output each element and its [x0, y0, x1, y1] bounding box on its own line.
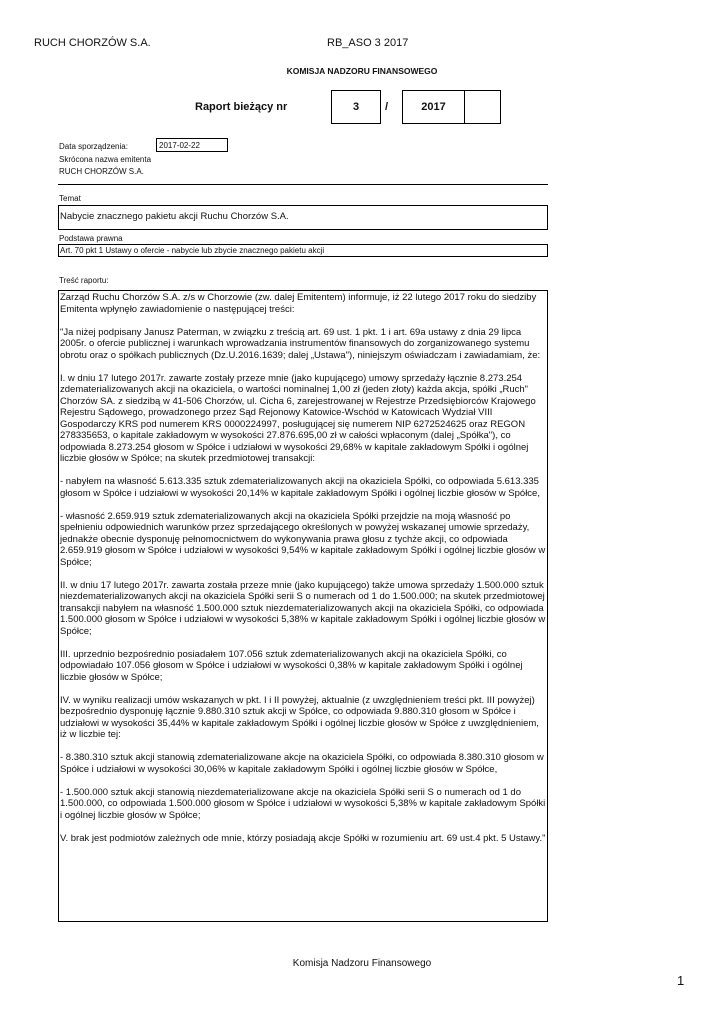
report-number-cell [331, 90, 381, 124]
paragraph: "Ja niżej podpisany Janusz Paterman, w związku z treścią art. 69 ust. 1 pkt. 1 i art. 69a ustawy z dnia 29 lipca 2005r. o ofercie publicznej i warunkach wprowadzania instrumentów finansowych do zorganizowanego systemu obrotu oraz o spółkach publicznych (Dz.U.2016.1639; dalej „Ustawa"), niniejszym oświadczam i zawiadamiam, że: [60, 326, 541, 361]
report-label: Raport bieżący nr [195, 101, 288, 113]
report-extra-cell [464, 90, 501, 124]
footer-text: Komisja Nadzoru Finansowego [292, 958, 432, 969]
header-report-code: RB_ASO 3 2017 [327, 37, 409, 49]
date-field [156, 138, 228, 152]
short-name-label: Skrócona nazwa emitenta [59, 155, 152, 164]
paragraph: - nabyłem na własność 5.613.335 sztuk zdematerializowanych akcji na okaziciela Spółki, co odpowiada 5.613.335 głosom w Spółce i udziałowi w wysokości 20,14% w kapitale zakładowym Spółki i ogólnej liczbie głosów w Spółce, [60, 476, 540, 499]
short-name-value: RUCH CHORZÓW S.A. [59, 167, 144, 176]
report-separator: / [385, 101, 389, 113]
report-year: 2017 [421, 101, 446, 113]
page-number: 1 [677, 973, 685, 988]
report-number: 3 [352, 101, 360, 113]
temat-field [58, 205, 548, 230]
paragraph: - 8.380.310 sztuk akcji stanowią zdematerializowane akcje na okaziciela Spółki, co odpowiada 8.380.310 głosom w Spółce i udziałowi w wysokości 30,06% w kapitale zakładowym Spółki i ogólnej liczbie głosów w Spółce, [60, 752, 544, 775]
page-title: KOMISJA NADZORU FINANSOWEGO [286, 66, 438, 76]
temat-value: Nabycie znacznego pakietu akcji Ruchu Chorzów S.A. [60, 211, 289, 222]
date-label: Data sporządzenia: [59, 142, 128, 151]
paragraph: III. uprzednio bezpośrednio posiadałem 107.056 sztuk zdematerializowanych akcji na okaziciela Spółki, co odpowiadało 107.056 głosom w Spółce i udziałowi w wysokości 0,38% w kapitale zakładowym Spółki i ogólnej liczbie głosów w Spółce; [60, 648, 523, 683]
report-body [58, 290, 548, 922]
paragraph: I. w dniu 17 lutego 2017r. zawarte zostały przeze mnie (jako kupującego) umowy sprzedaży łącznie 8.273.254 zdematerializowanych akcji na okaziciela, o wartości nominalnej 1,00 zł (jeden złoty) każda akcja, spółki „Ruch" Chorzów SA. z siedzibą w 41-506 Chorzów, ul. Cicha 6, zarejestrowanej w Rejestrze Przedsiębiorców Krajowego Rejestru Sądowego, prowadzonego przez Sąd Rejonowy Katowice-Wschód w Katowicach Wydział VIII Gospodarczy KRS pod numerem KRS 0000224997, posługującej się numerem NIP 6272524625 oraz REGON 278335653, o kapitale zakładowym w wysokości 27.876.695,00 zł w całości wpłaconym (dalej „Spółka"), co odpowiada 8.273.254 głosom w Spółce i udziałowi w wysokości 29,68% w kapitale zakładowym Spółki i ogólnej liczbie głosów w Spółce; na skutek przedmiotowej transakcji: [60, 372, 536, 464]
header-company: RUCH CHORZÓW S.A. [34, 37, 151, 49]
paragraph: V. brak jest podmiotów zależnych ode mnie, którzy posiadają akcje Spółki w rozumieniu art. 69 ust.4 pkt. 5 Ustawy." [60, 832, 546, 844]
podstawa-value: Art. 70 pkt 1 Ustawy o ofercie - nabycie lub zbycie znacznego pakietu akcji [60, 246, 325, 255]
paragraph: IV. w wyniku realizacji umów wskazanych w pkt. I i II powyżej, aktualnie (z uwzględnieniem treści pkt. III powyżej) bezpośrednio dysponuję łącznie 9.880.310 sztuk akcji w Spółce, co odpowiada 9.880.310 głosom w Spółce i udziałowi w wysokości 35,44% w kapitale zakładowym Spółki i ogólnej liczbie głosów w Spółce z uwzględnieniem, iż w liczbie tej: [60, 694, 539, 740]
report-year-cell [402, 90, 465, 124]
paragraph: II. w dniu 17 lutego 2017r. zawarta została przeze mnie (jako kupującego) także umowa sprzedaży 1.500.000 sztuk niezdematerializowanych akcji na okaziciela Spółki serii S o numerach od 1 do 1.500.000; na skutek przedmiotowej transakcji nabyłem na własność 1.500.000 sztuk niezdematerializowanych akcji na okaziciela Spółki, co odpowiada 1.500.000 głosom w Spółce i udziałowi w wysokości 5,38% w kapitale zakładowym Spółki i ogólnej liczbie głosów w Spółce; [60, 579, 546, 637]
paragraph: - własność 2.659.919 sztuk zdematerializowanych akcji na okaziciela Spółki przejdzie na moją własność po spełnieniu odpowiednich warunków przez sprzedającego określonych w powyżej wskazanej umowie sprzedaży, jednakże obecnie dysponuję pełnomocnictwem do wykonywania prawa głosu z tychże akcji, co odpowiada 2.659.919 głosom w Spółce i udziałowi w wysokości 9,54% w kapitale zakładowym Spółki i ogólnej liczbie głosów w Spółce; [60, 510, 546, 568]
tresc-label: Treść raportu: [59, 276, 109, 285]
podstawa-field [58, 244, 548, 257]
report-body-text [59, 291, 547, 857]
paragraph: - 1.500.000 sztuk akcji stanowią niezdematerializowane akcje na okaziciela Spółki serii S o numerach od 1 do 1.500.000, co odpowiada 1.500.000 głosom w Spółce i udziałowi w wysokości 5,38% w kapitale zakładowym Spółki i ogólnej liczbie głosów w Spółce; [60, 786, 546, 821]
temat-label: Temat [59, 194, 81, 203]
podstawa-label: Podstawa prawna [59, 234, 123, 243]
paragraph: Zarząd Ruchu Chorzów S.A. z/s w Chorzowie (zw. dalej Emitentem) informuje, iż 22 lutego 2017 roku do siedziby Emitenta wpłynęło zawiadomienie o następującej treści: [60, 292, 537, 315]
divider [58, 184, 548, 185]
date-value: 2017-02-22 [159, 141, 200, 150]
